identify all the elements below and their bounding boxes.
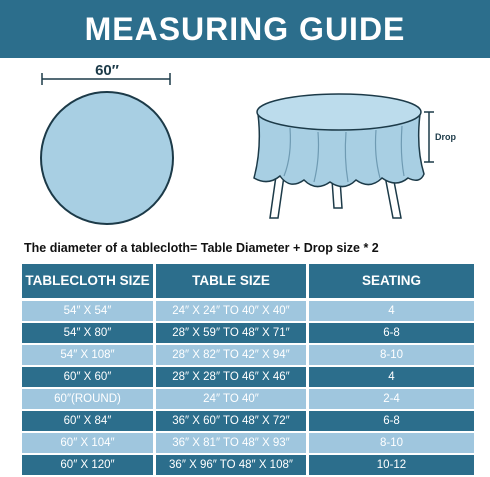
diameter-label: 60″ — [95, 62, 119, 79]
table-row — [22, 389, 474, 409]
page-title: MEASURING GUIDE — [84, 10, 406, 47]
tablecloth-size-cell: 60″ X 84″ — [22, 411, 153, 431]
header-seating: SEATING — [309, 264, 474, 298]
table-size-cell: 28″ X 82″ TO 42″ X 94″ — [156, 345, 306, 365]
seating-cell: 4 — [309, 367, 474, 387]
table-size-cell: 36″ X 81″ TO 48″ X 93″ — [156, 433, 306, 453]
formula-text: The diameter of a tablecloth= Table Diameter + Drop size * 2 — [24, 241, 379, 255]
tablecloth-size-cell: 54″ X 80″ — [22, 323, 153, 343]
table-size-cell: 36″ X 60″ TO 48″ X 72″ — [156, 411, 306, 431]
seating-cell: 2-4 — [309, 389, 474, 409]
tabletop — [257, 94, 421, 130]
table-row — [22, 411, 474, 431]
table-leg — [270, 176, 284, 218]
title-banner — [0, 0, 490, 58]
table-size-cell: 28″ X 28″ TO 46″ X 46″ — [156, 367, 306, 387]
table-row — [22, 433, 474, 453]
table-row — [22, 301, 474, 321]
tablecloth-size-cell: 60″ X 120″ — [22, 455, 153, 475]
tablecloth-size-cell: 54″ X 54″ — [22, 301, 153, 321]
size-table — [22, 264, 474, 477]
table-size-cell: 24″ X 24″ TO 40″ X 40″ — [156, 301, 306, 321]
table-row — [22, 455, 474, 475]
table-row — [22, 323, 474, 343]
table-size-cell: 36″ X 96″ TO 48″ X 108″ — [156, 455, 306, 475]
table-header-row — [22, 264, 474, 298]
seating-cell: 10-12 — [309, 455, 474, 475]
seating-cell: 4 — [309, 301, 474, 321]
seating-cell: 6-8 — [309, 323, 474, 343]
tablecloth-size-cell: 60″ X 104″ — [22, 433, 153, 453]
table-row — [22, 367, 474, 387]
seating-cell: 8-10 — [309, 433, 474, 453]
table-size-cell: 24″ TO 40″ — [156, 389, 306, 409]
tablecloth-size-cell: 60″ X 60″ — [22, 367, 153, 387]
tablecloth-top-view — [41, 62, 173, 224]
drop-label: Drop — [435, 132, 456, 142]
table-row — [22, 345, 474, 365]
illustration — [0, 58, 490, 238]
table-side-view — [254, 94, 456, 218]
seating-cell: 8-10 — [309, 345, 474, 365]
tablecloth-circle — [41, 92, 173, 224]
tablecloth-size-cell: 54″ X 108″ — [22, 345, 153, 365]
tablecloth-size-cell: 60″(ROUND) — [22, 389, 153, 409]
table-size-cell: 28″ X 59″ TO 48″ X 71″ — [156, 323, 306, 343]
header-tablecloth-size: TABLECLOTH SIZE — [22, 264, 153, 298]
seating-cell: 6-8 — [309, 411, 474, 431]
header-table-size: TABLE SIZE — [156, 264, 306, 298]
